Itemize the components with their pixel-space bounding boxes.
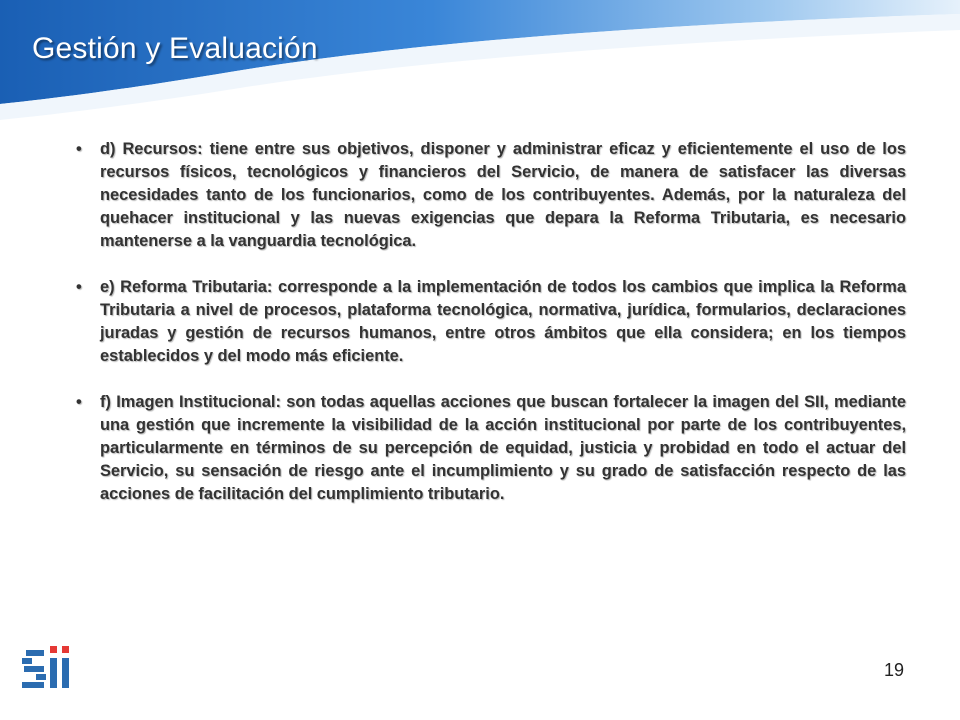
page-title: Gestión y Evaluación xyxy=(32,32,318,65)
sii-logo xyxy=(20,642,80,702)
bullet-text: e) Reforma Tributaria: corresponde a la implementación de todos los cambios que implica la Reforma Tributaria a nivel de procesos, plataforma tecnológica, normativa, jurídica, formularios, declaraciones juradas y gestión de recursos humanos, entre otros ámbitos que ella considera; en los tiempos establecidos y del modo más eficiente. xyxy=(100,278,906,365)
bullet-item-imagen-institucional xyxy=(70,391,906,506)
bullet-icon: • xyxy=(76,278,82,296)
bullet-item-reforma-tributaria xyxy=(70,276,906,368)
bullet-text: f) Imagen Institucional: son todas aquellas acciones que buscan fortalecer la imagen del SII, mediante una gestión que incremente la visibilidad de la acción institucional por parte de los contribuyentes, particularmente en términos de su percepción de equidad, justicia y probidad en todo el actuar del Servicio, su sensación de riesgo ante el incumplimiento y su grado de satisfacción respecto de las acciones de facilitación del cumplimiento tributario. xyxy=(100,393,906,503)
bullet-icon: • xyxy=(76,393,82,411)
page-number: 19 xyxy=(883,660,904,680)
bullet-item-recursos xyxy=(70,138,906,253)
bullet-text: d) Recursos: tiene entre sus objetivos, disponer y administrar eficaz y eficientemente el uso de los recursos físicos, tecnológicos y financieros del Servicio, de manera de satisfacer las diversas necesidades tanto de los funcionarios, como de los contribuyentes. Además, por la naturaleza del quehacer institucional y las nuevas exigencias que depara la Reforma Tributaria, es necesario mantenerse a la vanguardia tecnológica. xyxy=(100,140,906,250)
bullet-list xyxy=(70,138,906,529)
header-banner xyxy=(0,0,960,140)
bullet-icon: • xyxy=(76,140,82,158)
